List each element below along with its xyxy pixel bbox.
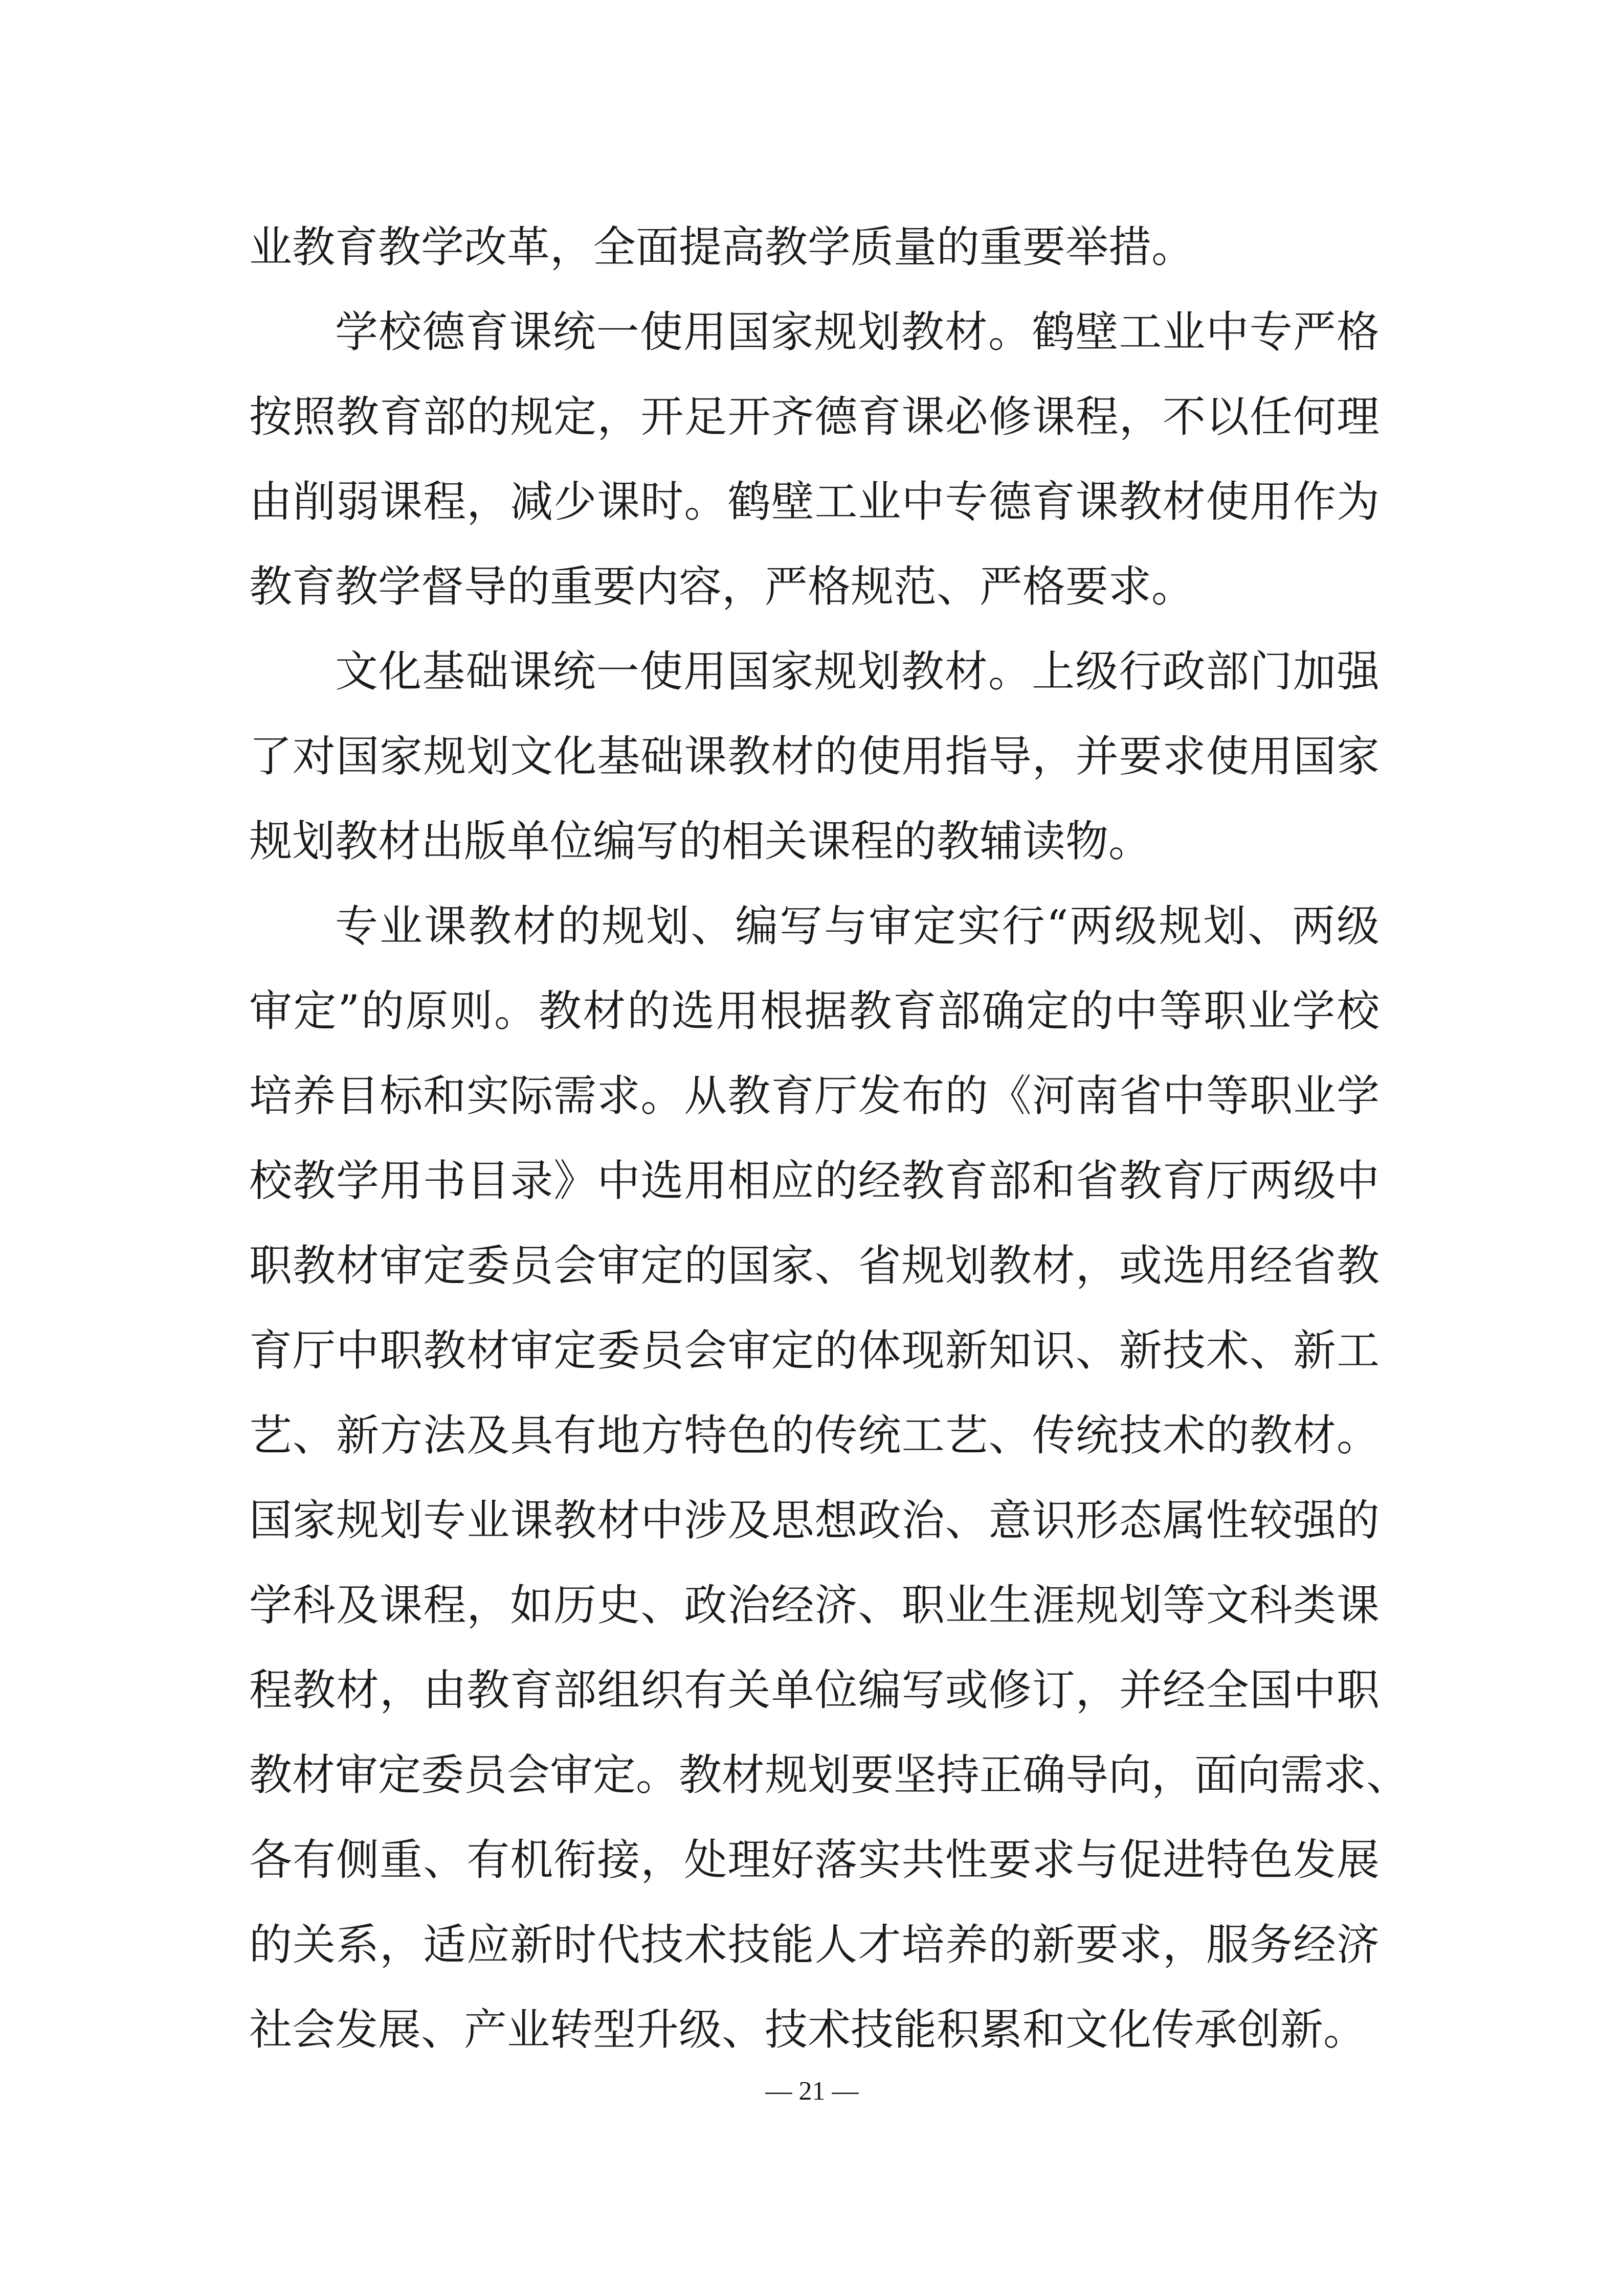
text-line: 按照教育部的规定，开足开齐德育课必修课程，不以任何理 xyxy=(249,392,1380,442)
text-line: 了对国家规划文化基础课教材的使用指导，并要求使用国家 xyxy=(249,731,1380,781)
text-line: 校教学用书目录》中选用相应的经教育部和省教育厅两级中 xyxy=(249,1156,1380,1206)
text-line: 艺、新方法及具有地方特色的传统工艺、传统技术的教材。 xyxy=(249,1410,1380,1460)
text-line: 专业课教材的规划、编写与审定实行“两级规划、两级 xyxy=(335,901,1380,951)
text-line: 程教材，由教育部组织有关单位编写或修订，并经全国中职 xyxy=(249,1665,1380,1715)
text-line: 由削弱课程，减少课时。鹤壁工业中专德育课教材使用作为 xyxy=(249,477,1380,527)
text-line: 各有侧重、有机衔接，处理好落实共性要求与促进特色发展 xyxy=(249,1835,1380,1885)
text-line: 业教育教学改革，全面提高教学质量的重要举措。 xyxy=(249,222,1195,272)
text-line: 育厅中职教材审定委员会审定的体现新知识、新技术、新工 xyxy=(249,1325,1380,1376)
text-line: 学校德育课统一使用国家规划教材。鹤壁工业中专严格 xyxy=(335,307,1380,357)
text-line: 文化基础课统一使用国家规划教材。上级行政部门加强 xyxy=(335,646,1380,696)
text-line: 审定”的原则。教材的选用根据教育部确定的中等职业学校 xyxy=(249,986,1380,1036)
body-text xyxy=(249,205,1410,2072)
text-line: 社会发展、产业转型升级、技术技能积累和文化传承创新。 xyxy=(249,2005,1367,2055)
text-line: 培养目标和实际需求。从教育厅发布的《河南省中等职业学 xyxy=(249,1071,1380,1121)
page-number: — 21 — xyxy=(765,2077,859,2106)
text-line: 职教材审定委员会审定的国家、省规划教材，或选用经省教 xyxy=(249,1241,1380,1291)
text-line: 教材审定委员会审定。教材规划要坚持正确导向，面向需求、 xyxy=(249,1750,1410,1800)
text-line: 教育教学督导的重要内容，严格规范、严格要求。 xyxy=(249,561,1195,612)
text-line: 规划教材出版单位编写的相关课程的教辅读物。 xyxy=(249,816,1152,866)
text-line: 学科及课程，如历史、政治经济、职业生涯规划等文科类课 xyxy=(249,1580,1380,1630)
text-line: 国家规划专业课教材中涉及思想政治、意识形态属性较强的 xyxy=(249,1495,1380,1545)
text-line: 的关系，适应新时代技术技能人才培养的新要求，服务经济 xyxy=(249,1920,1380,1970)
